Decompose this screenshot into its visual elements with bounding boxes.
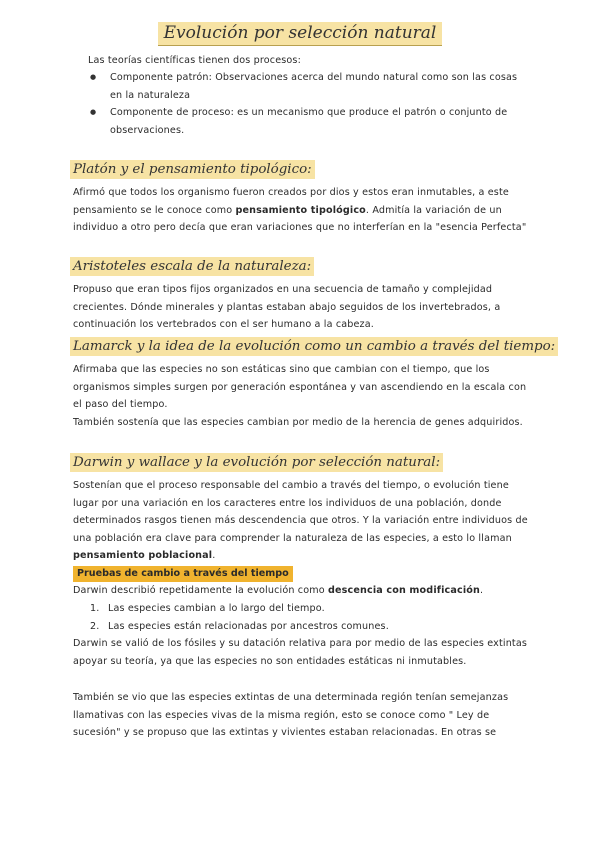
list-item: ● Componente patrón: Observaciones acerca del mundo natural como son las cosas en la naturaleza: [90, 69, 520, 104]
page-title: Evolución por selección natural: [158, 22, 443, 46]
bold-term: descencia con modificación: [327, 585, 480, 596]
section-heading-lamarck: Lamarck y la idea de la evolución como un cambio a través del tiempo:: [70, 337, 558, 356]
bold-term: pensamiento poblacional: [73, 550, 213, 562]
title-wrap: [0, 22, 600, 46]
list-item: [90, 618, 520, 636]
paragraph-platon: [73, 184, 531, 237]
paragraph-fossils: Darwin se valió de los fósiles y su datación relativa para por medio de las especies extintas apoyar su teoría, ya que las especies no son entidades estáticas ni inmutables.: [73, 638, 528, 667]
section-heading-darwin: Darwin y wallace y la evolución por selección natural:: [70, 453, 443, 472]
text-span: Sostenían que el proceso responsable del cambio a través del tiempo, o evolución tiene lugar por una variación en los caracteres entre los individuos de una población, donde determinados rasgos tienen más descendencia que otros. Y la variación entre individuos de una población era clave para comprender la naturaleza de las especies, a esto lo llaman: [73, 480, 528, 544]
text-span: Darwin describió repetidamente la evolución como: [73, 585, 328, 596]
list-item: [90, 600, 520, 618]
list-text: Las especies están relacionadas por ancestros comunes.: [108, 620, 389, 632]
section-heading-platon: Platón y el pensamiento tipológico:: [70, 160, 315, 179]
list-item: ● Componente de proceso: es un mecanismo que produce el patrón o conjunto de observaciones.: [90, 104, 520, 139]
text-span: .: [212, 550, 216, 562]
numbered-list: [90, 600, 520, 635]
text-span: .: [479, 585, 484, 596]
text-span: Afirmó que todos los organismo fueron creados por dios y estos eran inmutables, a este pensamiento se le conoce como: [73, 187, 509, 216]
subheading-pruebas: Pruebas de cambio a través del tiempo: [73, 566, 293, 582]
section-heading-aristoteles: Aristoteles escala de la naturaleza:: [70, 257, 314, 276]
list-number: 1.: [90, 603, 100, 614]
paragraph-lamarck-2: También sostenía que las especies cambian por medio de la herencia de genes adquiridos.: [73, 417, 523, 428]
list-text: Las especies cambian a lo largo del tiempo.: [108, 603, 325, 614]
intro-bullet-list: [90, 69, 520, 139]
paragraph-aristoteles: Propuso que eran tipos fijos organizados en una secuencia de tamaño y complejidad crecientes. Dónde minerales y plantas estaban abajo seguidos de los invertebrados, a continuación los vertebrados con el ser humano a la cabeza.: [73, 284, 501, 331]
paragraph-succession: También se vio que las especies extintas de una determinada región tenían semejanzas llamativas con las especies vivas de la misma región, esto se conoce como " Ley de sucesión" y se propuso que las extintas y vivientes estaban relacionadas. En otras se: [73, 692, 509, 739]
paragraph-lamarck-1: Afirmaba que las especies no son estáticas sino que cambian con el tiempo, que los organismos simples surgen por generación espontánea y van ascendiendo en la escala con el paso del tiempo.: [73, 364, 527, 411]
intro-lead: Las teorías científicas tienen dos procesos:: [88, 55, 301, 66]
text-span: . Admitía la variación de un individuo a otro pero decía que eran variaciones que no interferían en la "esencia Perfecta": [73, 204, 527, 234]
paragraph-pruebas-lead: [73, 582, 531, 600]
paragraph-darwin: [73, 477, 531, 565]
list-number: 2.: [90, 620, 100, 632]
bold-term: pensamiento tipológico: [235, 204, 366, 216]
